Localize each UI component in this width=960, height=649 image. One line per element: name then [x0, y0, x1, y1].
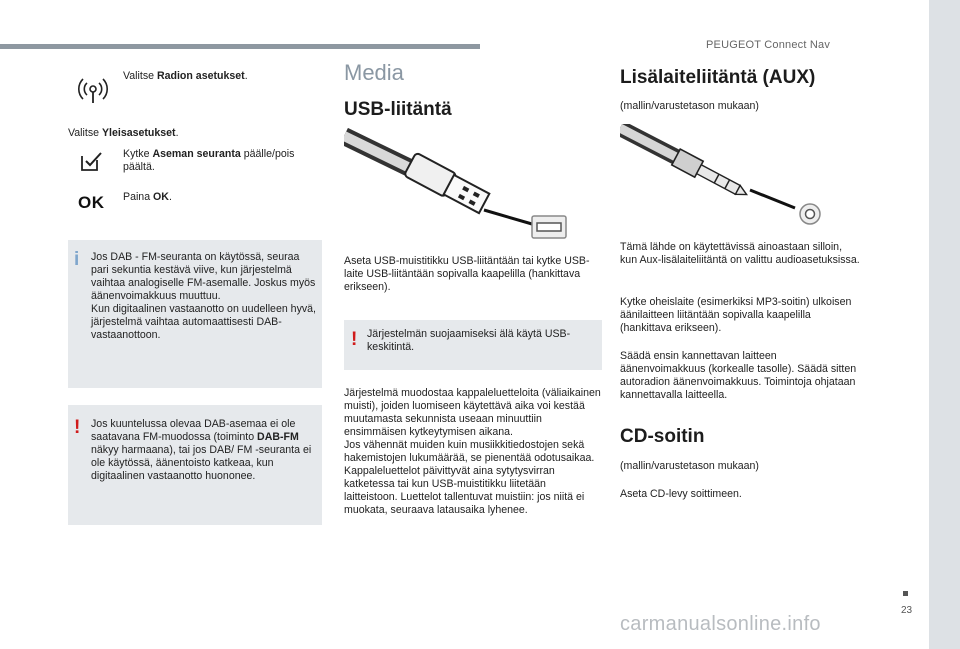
radio-settings-icon	[77, 73, 109, 105]
watermark: carmanualsonline.info	[620, 613, 821, 635]
section-title-aux: Lisälaiteliitäntä (AUX)	[620, 67, 816, 88]
page-number: 23	[901, 605, 913, 616]
step-station-following: Kytke Aseman seuranta päälle/pois päältä.	[123, 148, 295, 173]
aux-source-note: Tämä lähde on käytettävissä ainoastaan silloin, kun Aux-lisälaiteliitäntä on valittu audioasetuksissa.	[620, 241, 860, 266]
checkbox-icon	[81, 151, 103, 171]
page-marker	[903, 591, 908, 596]
ok-icon: OK	[78, 193, 105, 212]
step-radio-settings: Valitse Radion asetukset.	[123, 70, 248, 82]
usb-warning-text: Järjestelmän suojaamiseksi älä käytä USB-keskitintä.	[367, 328, 571, 353]
info-note-text: Jos DAB - FM-seuranta on käytössä, seuraa pari sekuntia kestävä viive, kun järjestelmä vaihtaa analogiselle FM-asemalle. Joskus myös äänenvoimakkuus muuttuu. Kun digitaalinen vastaanotto on uudelleen hyvä, järjestelmä vaihtaa automaattisesti DAB-vastaanottoon.	[91, 251, 316, 341]
aux-volume-instructions: Säädä ensin kannettavan laitteen äänenvoimakkuus (korkealle tasolle). Säädä sitten autoradion äänenvoimakkuus. Toimintoja ohjataan kannettavalla laitteella.	[620, 350, 857, 401]
warning-exclamation-icon: !	[74, 417, 81, 438]
playlist-info: Järjestelmä muodostaa kappaleluetteloita (väliaikainen muisti), joiden luomiseen käytettävä aika voi kestää muutamasta sekunnista useaan minuuttiin ensimmäisen kytkeytymisen aikana. Jos vähennät muiden kuin musiikkitiedostojen sekä hakemistojen lukumäärää, se pienentää odotusaikaa. Kappaleluettelot päivittyvät aina sytytysvirran katketessa tai kun USB-muistitikku liitetään laitteistoon. Luettelot tallentuvat muistiin: jos niitä ei muokata, seuraava latausaika lyhenee.	[344, 387, 601, 516]
step-press-ok: Paina OK.	[123, 191, 172, 203]
usb-warning-exclamation-icon: !	[351, 329, 358, 350]
section-title-usb: USB-liitäntä	[344, 99, 452, 120]
aux-jack-illustration	[620, 124, 830, 232]
aux-availability-note: (mallin/varustetason mukaan)	[620, 100, 759, 112]
aux-connect-instructions: Kytke oheislaite (esimerkiksi MP3-soitin) ulkoisen äänilaitteen liitäntään sopivalla kaapelilla (hankittava erikseen).	[620, 296, 852, 334]
page-header: PEUGEOT Connect Nav	[706, 39, 831, 51]
warning-note-text: Jos kuuntelussa olevaa DAB-asemaa ei ole saatavana FM-muodossa (toiminto DAB-FM näkyy harmaana), tai jos DAB/ FM -seuranta ei ole käytössä, äänentoisto katkeaa, kun digitaalinen vastaanotto huononee.	[91, 418, 312, 482]
cd-instructions: Aseta CD-levy soittimeen.	[620, 488, 742, 500]
info-icon: i	[74, 249, 80, 270]
step-general-settings: Valitse Yleisasetukset.	[68, 127, 179, 139]
top-accent-bar	[0, 44, 480, 49]
usb-connector-illustration	[344, 128, 574, 250]
right-margin-bar	[929, 0, 960, 649]
section-title-media: Media	[344, 60, 404, 85]
section-title-cd: CD-soitin	[620, 426, 705, 447]
usb-instructions: Aseta USB-muistitikku USB-liitäntään tai kytke USB-laite USB-liitäntään sopivalla kaapelilla (hankittava erikseen).	[344, 255, 590, 293]
cd-availability-note: (mallin/varustetason mukaan)	[620, 460, 759, 472]
